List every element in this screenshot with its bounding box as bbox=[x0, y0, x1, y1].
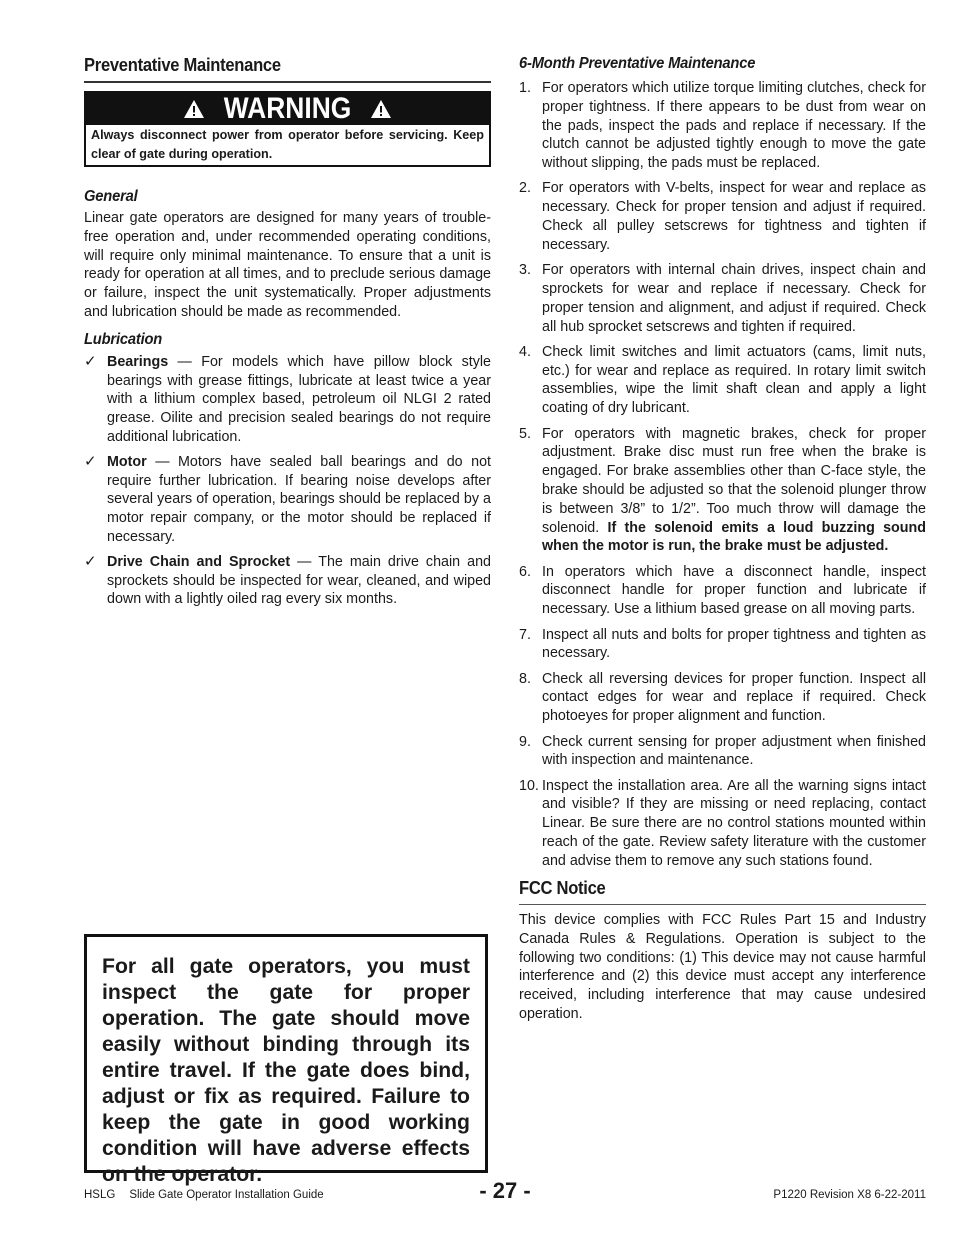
fcc-notice-title: FCC Notice bbox=[519, 878, 606, 899]
footer-guide-title: Slide Gate Operator Installation Guide bbox=[129, 1189, 324, 1201]
item-text: For operators which utilize torque limiting clutches, check for proper tightness. If there appears to be dust from wear on the pads, inspect the pads and replace if necessary. If the clutch cannot be adjusted tightly enough to move the gate without slipping, the pads must be replaced. bbox=[542, 80, 926, 172]
item-text: — Motors have sealed ball bearings and do not require further lubrication. If bearing noise develops after several years of operation, bearings should be replaced by a motor repair company, or the motor should be replaced if necessary. bbox=[107, 453, 491, 545]
item-number: 9. bbox=[519, 733, 531, 750]
lubrication-list bbox=[84, 353, 491, 609]
list-item bbox=[519, 777, 926, 871]
item-term: Motor bbox=[107, 453, 147, 470]
list-item bbox=[519, 425, 926, 557]
warning-triangle-icon bbox=[183, 99, 205, 119]
item-text: For operators with internal chain drives, inspect chain and sprockets for wear and replace if necessary. Check for proper tension and alignment, and adjust if required. Check all hub sprocket setscrews and tighten if required. bbox=[542, 262, 926, 335]
general-heading: General bbox=[84, 188, 138, 205]
item-number: 8. bbox=[519, 670, 531, 687]
item-term: Bearings bbox=[107, 353, 169, 370]
list-item bbox=[84, 353, 491, 447]
item-number: 1. bbox=[519, 80, 531, 96]
list-item bbox=[519, 733, 926, 771]
item-text: — For models which have pillow block style bearings with grease fittings, lubricate at least twice a year with a lithium complex based, petroleum oil NLGI 2 rated grease. Oilite and precision sealed bearings do not require additional lubrication. bbox=[107, 353, 491, 445]
list-item bbox=[519, 261, 926, 336]
item-text: In operators which have a disconnect handle, inspect disconnect handle for proper function and lubricate if necessary. Use a lithium based grease on all moving parts. bbox=[542, 563, 926, 618]
item-number: 7. bbox=[519, 626, 531, 643]
fcc-notice-paragraph: This device complies with FCC Rules Part 15 and Industry Canada Rules & Regulations. Operation is subject to the following two conditions: (1) This device may not cause harmful interference and (2) this device must accept any interference received, including interference that may cause undesired operation. bbox=[519, 912, 926, 1023]
warning-text: Always disconnect power from operator before servicing. Keep clear of gate during operation. bbox=[91, 128, 484, 161]
item-text: Check limit switches and limit actuators (cams, limit nuts, etc.) for wear and replace as required. In rotary limit switch assemblies, wipe the limit shaft clean and apply a light coating of dry lubricant. bbox=[542, 343, 926, 417]
bold-warning-text: If the solenoid emits a loud buzzing sound when the motor is run, the brake must be adjusted. bbox=[542, 519, 926, 555]
item-text: For operators with magnetic brakes, check for proper adjustment. Brake disc must run free when the brake is engaged. For brake assemblies other than C-face style, the brake should be adjusted so that the solenoid plunger throw is between 3/8” to 1/2”. Too much throw will damage the solenoid. If the solenoid emits a loud buzzing sound when the motor is run, the brake must be adjusted. bbox=[542, 425, 926, 555]
item-text: — The main drive chain and sprockets should be inspected for wear, cleaned, and wiped down with a lightly oiled rag every six months. bbox=[107, 553, 491, 608]
six-month-maintenance-heading: 6-Month Preventative Maintenance bbox=[519, 55, 756, 72]
item-text: Inspect all nuts and bolts for proper tightness and tighten as necessary. bbox=[542, 626, 926, 662]
warning-triangle-icon bbox=[370, 99, 392, 119]
item-number: 10. bbox=[519, 777, 539, 794]
warning-box bbox=[84, 91, 491, 167]
item-text: Check all reversing devices for proper function. Inspect all contact edges for wear and replace if required. Check photoeyes for proper alignment and function. bbox=[542, 670, 926, 725]
checkmark-icon: ✓ bbox=[84, 352, 97, 370]
title-rule bbox=[84, 81, 491, 83]
section-title-preventative-maintenance: Preventative Maintenance bbox=[84, 55, 281, 75]
left-column bbox=[84, 55, 491, 615]
item-number: 6. bbox=[519, 563, 531, 580]
warning-label: WARNING bbox=[223, 92, 352, 125]
item-text: Inspect the installation area. Are all the warning signs intact and visible? If they are missing or need replacing, contact Linear. Be sure there are no control stations mounted within reach of the gate. Review safety literature with the customer and advise them to remove any such stations found. bbox=[542, 777, 926, 869]
item-number: 4. bbox=[519, 343, 531, 360]
list-item bbox=[84, 453, 491, 547]
checkmark-icon: ✓ bbox=[84, 452, 97, 470]
page-footer bbox=[84, 1178, 926, 1206]
page-number: - 27 - bbox=[479, 1178, 531, 1203]
footer-model: HSLG bbox=[84, 1189, 116, 1201]
item-number: 2. bbox=[519, 180, 531, 197]
warning-banner bbox=[86, 93, 489, 125]
gate-inspection-notice-text: For all gate operators, you must inspect the gate for proper operation. The gate should move easily without binding through its entire travel. If the gate does bind, adjust or fix as required. Failure to keep the gate in good working condition will have adverse effects on the operator. bbox=[102, 955, 470, 1186]
item-number: 5. bbox=[519, 425, 531, 442]
item-text: For operators with V-belts, inspect for wear and replace as necessary. Check for proper tension and adjust if required. Check all pulley setscrews for tightness and tighten if necessary. bbox=[542, 180, 926, 253]
item-term: Drive Chain and Sprocket bbox=[107, 553, 291, 570]
general-paragraph: Linear gate operators are designed for many years of trouble-free operation and, under recommended operating conditions, will require only minimal maintenance. To ensure that a unit is ready for operation at all times, and to preclude serious damage or failure, inspect the unit systematically. Proper adjustments and lubrication should be made as recommended. bbox=[84, 210, 491, 320]
list-item bbox=[519, 179, 926, 254]
list-item bbox=[519, 626, 926, 664]
list-item bbox=[519, 79, 926, 173]
item-number: 3. bbox=[519, 262, 531, 279]
list-item bbox=[84, 553, 491, 609]
right-column bbox=[519, 55, 926, 1024]
checkmark-icon: ✓ bbox=[84, 552, 97, 570]
list-item bbox=[519, 563, 926, 619]
list-item bbox=[519, 670, 926, 726]
footer-revision: P1220 Revision X8 6-22-2011 bbox=[773, 1189, 926, 1201]
item-text: Check current sensing for proper adjustment when finished with inspection and maintenance. bbox=[542, 733, 926, 769]
gate-inspection-notice-box bbox=[84, 934, 488, 1186]
lubrication-heading: Lubrication bbox=[84, 330, 163, 348]
maintenance-list bbox=[519, 79, 926, 871]
list-item bbox=[519, 343, 926, 418]
